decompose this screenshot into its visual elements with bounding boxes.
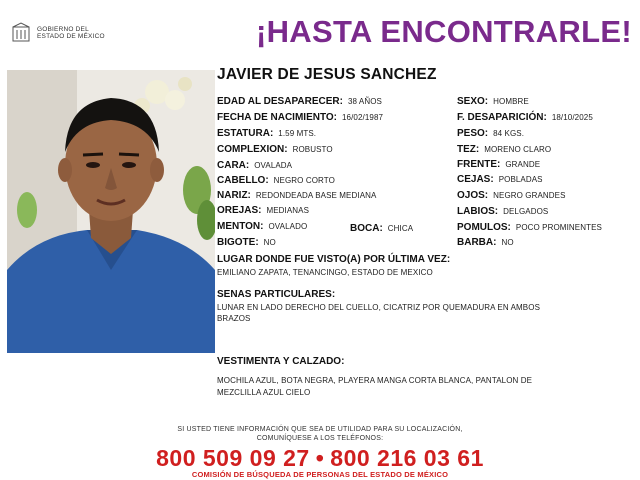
- field-boca: [350, 223, 413, 235]
- field-nariz: [217, 190, 376, 202]
- field-orejas: [217, 205, 309, 217]
- phone-2[interactable]: 800 216 03 61: [330, 445, 484, 471]
- comision-name: COMISIÓN DE BÚSQUEDA DE PERSONAS DEL ESTADO DE MÉXICO: [191, 470, 449, 479]
- cabello-value: NEGRO CORTO: [273, 176, 335, 185]
- sexo-label: SEXO:: [457, 96, 489, 107]
- field-fecha-desaparicion: [457, 112, 593, 124]
- pomulos-label: POMULOS:: [457, 222, 511, 233]
- lugar-text: EMILIANO ZAPATA, TENANCINGO, ESTADO DE MEXICO: [217, 268, 433, 277]
- barba-value: NO: [501, 238, 514, 247]
- bigote-value: NO: [263, 238, 276, 247]
- edad-label: EDAD AL DESAPARECER:: [217, 96, 343, 107]
- bigote-label: BIGOTE:: [217, 237, 259, 248]
- info-line-1: SI USTED TIENE INFORMACIÓN QUE SEA DE UTILIDAD PARA SU LOCALIZACIÓN,: [177, 426, 463, 433]
- field-peso: [457, 128, 524, 140]
- government-logo: [10, 22, 105, 44]
- peso-label: PESO:: [457, 128, 489, 139]
- field-cara: [217, 160, 292, 172]
- tez-value: MORENO CLARO: [484, 145, 552, 154]
- sexo-value: HOMBRE: [493, 97, 529, 106]
- tez-label: TEZ:: [457, 144, 480, 155]
- labios-value: DELGADOS: [503, 207, 549, 216]
- field-barba: [457, 237, 514, 249]
- government-name: [37, 26, 105, 41]
- phone-numbers: [0, 445, 640, 472]
- peso-value: 84 KGS.: [493, 129, 525, 138]
- fecha-desaparicion-value: 18/10/2025: [551, 113, 593, 122]
- menton-label: MENTON:: [217, 221, 264, 232]
- boca-label: BOCA:: [350, 223, 383, 234]
- headline: ¡HASTA ENCONTRARLE!: [256, 14, 632, 49]
- fecha-desaparicion-label: F. DESAPARICIÓN:: [457, 112, 547, 123]
- edad-value: 38 AÑOS: [347, 97, 382, 106]
- cejas-label: CEJAS:: [457, 174, 494, 185]
- vestimenta-text-line-1: MOCHILA AZUL, BOTA NEGRA, PLAYERA MANGA CORTA BLANCA, PANTALON DE: [217, 376, 533, 385]
- senas-title: SENAS PARTICULARES:: [217, 289, 336, 300]
- lugar-title: LUGAR DONDE FUE VISTO(A) POR ÚLTIMA VEZ:: [217, 254, 451, 265]
- menton-value: OVALADO: [268, 222, 308, 231]
- field-fecha-nacimiento: [217, 112, 383, 124]
- cejas-value: POBLADAS: [498, 175, 543, 184]
- ojos-label: OJOS:: [457, 190, 489, 201]
- gov-line-2: ESTADO DE MÉXICO: [37, 33, 105, 40]
- missing-person-photo: [7, 70, 215, 353]
- vestimenta-text-line-2: MEZCLILLA AZUL CIELO: [217, 388, 311, 397]
- phone-1[interactable]: 800 509 09 27: [156, 445, 310, 471]
- field-complexion: [217, 144, 333, 156]
- info-line-2: COMUNÍQUESE A LOS TELÉFONOS:: [256, 435, 384, 442]
- ojos-value: NEGRO GRANDES: [493, 191, 566, 200]
- person-name: JAVIER DE JESUS SANCHEZ: [217, 66, 437, 83]
- nariz-label: NARIZ:: [217, 190, 251, 201]
- field-estatura: [217, 128, 316, 140]
- cabello-label: CABELLO:: [217, 175, 269, 186]
- field-cejas: [457, 174, 543, 186]
- labios-label: LABIOS:: [457, 206, 499, 217]
- state-seal-icon: [10, 22, 32, 44]
- field-cabello: [217, 175, 335, 187]
- senas-text-line-1: LUNAR EN LADO DERECHO DEL CUELLO, CICATRIZ POR QUEMADURA EN AMBOS: [217, 303, 541, 312]
- boca-value: CHICA: [387, 224, 414, 233]
- field-ojos: [457, 190, 566, 202]
- barba-label: BARBA:: [457, 237, 497, 248]
- complexion-label: COMPLEXION:: [217, 144, 288, 155]
- field-frente: [457, 159, 540, 171]
- field-pomulos: [457, 222, 602, 234]
- phone-separator: •: [315, 445, 325, 471]
- cara-value: OVALADA: [254, 161, 293, 170]
- frente-label: FRENTE:: [457, 159, 501, 170]
- cara-label: CARA:: [217, 160, 250, 171]
- field-bigote: [217, 237, 276, 249]
- field-edad: [217, 96, 382, 108]
- nariz-value: REDONDEADA BASE MEDIANA: [255, 191, 377, 200]
- estatura-label: ESTATURA:: [217, 128, 274, 139]
- field-tez: [457, 144, 551, 156]
- field-labios: [457, 206, 548, 218]
- frente-value: GRANDE: [505, 160, 541, 169]
- vestimenta-title: VESTIMENTA Y CALZADO:: [217, 356, 345, 367]
- estatura-value: 1.59 MTS.: [278, 129, 317, 138]
- field-menton: [217, 221, 307, 233]
- person-portrait: [7, 70, 215, 353]
- senas-text-line-2: BRAZOS: [217, 314, 251, 323]
- complexion-value: ROBUSTO: [292, 145, 333, 154]
- orejas-label: OREJAS:: [217, 205, 262, 216]
- fecha-nacimiento-label: FECHA DE NACIMIENTO:: [217, 112, 337, 123]
- gov-line-1: GOBIERNO DEL: [37, 25, 89, 33]
- pomulos-value: POCO PROMINENTES: [515, 223, 602, 232]
- field-sexo: [457, 96, 529, 108]
- fecha-nacimiento-value: 16/02/1987: [342, 113, 384, 122]
- orejas-value: MEDIANAS: [266, 206, 310, 215]
